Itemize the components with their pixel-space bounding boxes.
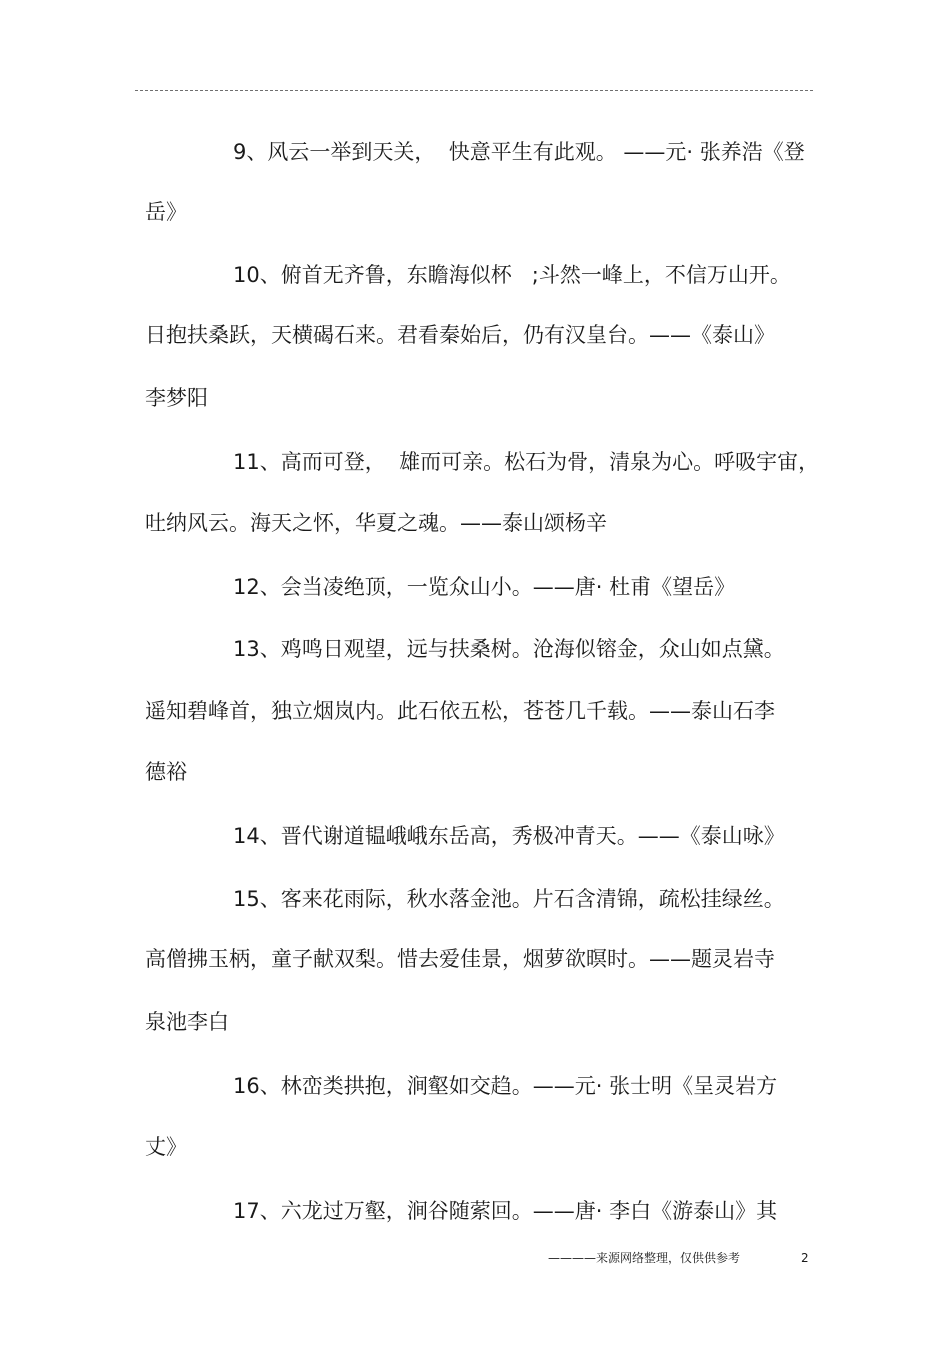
- poem-line: 10、俯首无齐鲁，东瞻海似杯 ;斗然一峰上，不信万山开。: [233, 263, 791, 287]
- poem-line: 丈》: [145, 1135, 187, 1159]
- poem-line: 15、客来花雨际，秋水落金池。片石含清锦，疏松挂绿丝。: [233, 887, 785, 911]
- page-number: 2: [801, 1251, 809, 1265]
- poem-line: 高僧拂玉柄，童子献双梨。惜去爱佳景，烟萝欲暝时。——题灵岩寺: [145, 947, 775, 971]
- poem-line: 李梦阳: [145, 386, 208, 410]
- poem-line: 11、高而可登， 雄而可亲。松石为骨，清泉为心。呼吸宇宙，: [233, 450, 820, 474]
- poem-line: 日抱扶桑跃，天横碣石来。君看秦始后，仍有汉皇台。——《泰山》: [145, 323, 775, 347]
- poem-line: 吐纳风云。海天之怀，华夏之魂。——泰山颂杨辛: [145, 511, 607, 535]
- poem-line: 12、会当凌绝顶，一览众山小。——唐· 杜甫《望岳》: [233, 575, 736, 599]
- poem-line: 岳》: [145, 200, 187, 224]
- poem-line: 泉池李白: [145, 1010, 229, 1034]
- header-divider: [135, 90, 813, 91]
- poem-line: 13、鸡鸣日观望，远与扶桑树。沧海似镕金，众山如点黛。: [233, 637, 785, 661]
- poem-line: 16、林峦类拱抱，涧壑如交趋。——元· 张士明《呈灵岩方: [233, 1074, 778, 1098]
- poem-line: 德裕: [145, 760, 187, 784]
- poem-line: 14、晋代谢道韫峨峨东岳高，秀极冲青天。——《泰山咏》: [233, 824, 785, 848]
- poem-line: 9、风云一举到天关， 快意平生有此观。 ——元· 张养浩《登: [233, 140, 805, 164]
- poem-line: 17、六龙过万壑，涧谷随萦回。——唐· 李白《游泰山》其: [233, 1199, 778, 1223]
- poem-line: 遥知碧峰首，独立烟岚内。此石依五松，苍苍几千载。——泰山石李: [145, 699, 775, 723]
- footer-source-note: ————来源网络整理，仅供供参考: [548, 1251, 741, 1265]
